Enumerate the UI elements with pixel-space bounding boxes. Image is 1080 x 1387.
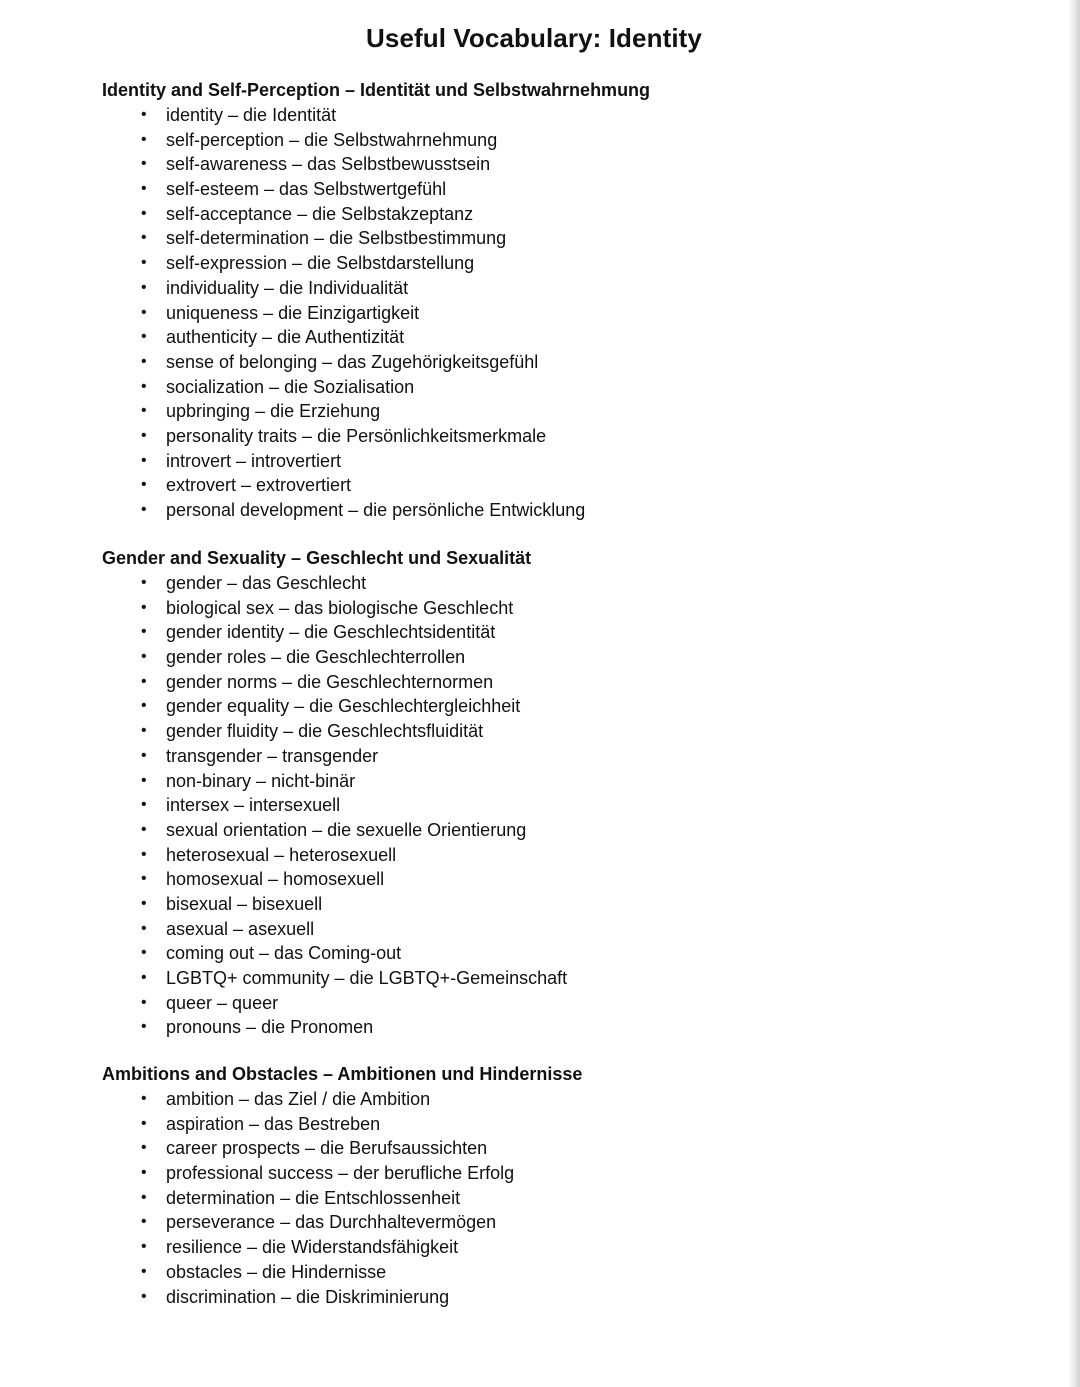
vocab-item (141, 325, 585, 350)
vocab-item (141, 226, 585, 251)
bullet-icon: • (141, 352, 147, 370)
vocab-item-text: gender fluidity – die Geschlechtsfluidität (166, 721, 484, 742)
bullet-icon: • (141, 894, 147, 912)
vocab-item (141, 769, 567, 794)
bullet-icon: • (141, 820, 147, 838)
vocab-item (141, 991, 567, 1016)
bullet-icon: • (141, 796, 147, 814)
vocab-item (141, 670, 567, 695)
bullet-icon: • (141, 672, 147, 690)
vocab-item-text: gender – das Geschlecht (166, 573, 367, 593)
bullet-icon: • (141, 155, 147, 173)
bullet-icon: • (141, 598, 147, 616)
vocab-item-text: uniqueness – die Einzigartigkeit (166, 302, 420, 323)
vocab-item (141, 818, 567, 843)
bullet-icon: • (141, 845, 147, 863)
vocab-item (141, 966, 568, 991)
bullet-icon: • (141, 1213, 147, 1231)
vocab-item-text: introvert – introvertiert (166, 450, 342, 471)
page-title: Useful Vocabulary: Identity (366, 23, 702, 53)
vocab-item (141, 917, 567, 942)
vocab-item (141, 177, 585, 202)
vocab-item (141, 1186, 514, 1211)
vocab-item-text: transgender – transgender (166, 745, 379, 766)
bullet-icon: • (141, 919, 147, 937)
vocab-item-text: resilience – die Widerstandsfähigkeit (166, 1237, 459, 1258)
vocab-item-text: pronouns – die Pronomen (166, 1017, 374, 1038)
vocab-item (141, 793, 567, 818)
section-heading-gender: Gender and Sexuality – Geschlecht und Sexualität (102, 548, 532, 568)
vocab-item-text: gender norms – die Geschlechternormen (166, 671, 494, 692)
bullet-icon: • (141, 1287, 147, 1305)
vocab-item-text: heterosexual – heterosexuell (166, 844, 397, 865)
bullet-icon: • (141, 426, 147, 444)
vocab-item (141, 128, 585, 153)
vocab-item (141, 1015, 567, 1040)
vocab-item-text: asexual – asexuell (166, 918, 315, 939)
vocab-item (141, 571, 567, 596)
vocab-item-text: LGBTQ+ community – die LGBTQ+-Gemeinschaft (166, 968, 568, 988)
vocab-item (141, 1161, 515, 1186)
vocab-item-text: obstacles – die Hindernisse (166, 1261, 387, 1282)
bullet-icon: • (141, 648, 147, 666)
vocab-item (141, 1112, 514, 1137)
bullet-icon: • (141, 944, 147, 962)
bullet-icon: • (141, 204, 147, 222)
bullet-icon: • (141, 254, 147, 272)
bullet-icon: • (141, 1188, 147, 1206)
vocab-item-text: professional success – der berufliche Erfolg (166, 1163, 515, 1184)
vocab-item-text: determination – die Entschlossenheit (166, 1187, 461, 1208)
vocab-item-text: personality traits – die Persönlichkeitsmerkmale (166, 425, 547, 446)
vocab-item (141, 1260, 514, 1285)
vocab-item-text: self-acceptance – die Selbstakzeptanz (166, 203, 474, 224)
vocab-item (141, 449, 585, 474)
bullet-icon: • (141, 1262, 147, 1280)
bullet-icon: • (141, 130, 147, 148)
vocab-item (141, 301, 585, 326)
section-heading-identity: Identity and Self-Perception – Identität und Selbstwahrnehmung (102, 80, 651, 100)
bullet-icon: • (141, 1238, 147, 1256)
bullet-icon: • (141, 451, 147, 469)
vocab-item (141, 473, 585, 498)
bullet-icon: • (141, 180, 147, 198)
section-heading-ambitions: Ambitions and Obstacles – Ambitionen und Hindernisse (102, 1064, 583, 1084)
vocab-item (141, 350, 585, 375)
vocab-item-text: coming out – das Coming-out (166, 943, 402, 964)
vocab-item (141, 276, 585, 301)
vocab-item-text: discrimination – die Diskriminierung (166, 1286, 450, 1307)
vocab-item (141, 251, 585, 276)
vocab-list-gender (141, 571, 568, 1040)
bullet-icon: • (141, 697, 147, 715)
vocab-item (141, 620, 567, 645)
vocab-item-text: non-binary – nicht-binär (166, 770, 356, 791)
bullet-icon: • (141, 303, 147, 321)
vocab-item-text: aspiration – das Bestreben (166, 1113, 381, 1134)
vocab-item (141, 645, 567, 670)
bullet-icon: • (141, 969, 147, 986)
bullet-icon: • (141, 993, 147, 1011)
vocab-item-text: homosexual – homosexuell (166, 869, 385, 890)
vocab-item-text: identity – die Identität (166, 105, 337, 125)
bullet-icon: • (141, 574, 147, 591)
bullet-icon: • (141, 377, 147, 395)
bullet-icon: • (141, 1164, 147, 1182)
vocab-item-text: sense of belonging – das Zugehörigkeitsgefühl (166, 351, 539, 372)
bullet-icon: • (141, 402, 147, 420)
vocab-item-text: gender roles – die Geschlechterrollen (166, 647, 466, 668)
bullet-icon: • (141, 1018, 147, 1036)
vocab-item-text: self-esteem – das Selbstwertgefühl (166, 179, 447, 200)
vocab-item (141, 1136, 514, 1161)
bullet-icon: • (141, 501, 147, 518)
vocab-item (141, 202, 585, 227)
bullet-icon: • (141, 1090, 147, 1107)
vocab-item-text: biological sex – das biologische Geschlecht (166, 597, 514, 618)
vocab-item-text: socialization – die Sozialisation (166, 376, 415, 397)
vocab-item-text: individuality – die Individualität (166, 277, 409, 298)
vocab-item-text: personal development – die persönliche Entwicklung (166, 500, 586, 520)
vocab-item (141, 1210, 514, 1235)
vocab-item (141, 498, 586, 523)
vocab-item (141, 1285, 514, 1310)
vocab-item (141, 694, 567, 719)
page-edge-shadow (1068, 0, 1080, 1387)
vocab-item-text: queer – queer (166, 992, 279, 1013)
bullet-icon: • (141, 328, 147, 346)
bullet-icon: • (141, 1114, 147, 1132)
vocab-item (141, 152, 585, 177)
bullet-icon: • (141, 870, 147, 888)
vocab-item-text: extrovert – extrovertiert (166, 475, 352, 496)
vocab-item-text: gender equality – die Geschlechtergleichheit (166, 696, 521, 717)
bullet-icon: • (141, 476, 147, 494)
vocab-item (141, 744, 567, 769)
vocab-item-text: intersex – intersexuell (166, 795, 341, 816)
vocab-item (141, 1235, 514, 1260)
vocab-item-text: gender identity – die Geschlechtsidentität (166, 622, 496, 643)
vocab-item-text: bisexual – bisexuell (166, 893, 323, 914)
vocab-item (141, 399, 585, 424)
vocab-item (141, 1087, 514, 1112)
vocab-item (141, 375, 585, 400)
vocab-item-text: career prospects – die Berufsaussichten (166, 1138, 488, 1159)
vocab-item-text: upbringing – die Erziehung (166, 401, 381, 422)
vocab-item-text: sexual orientation – die sexuelle Orientierung (166, 819, 527, 840)
bullet-icon: • (141, 278, 147, 296)
vocab-item (141, 103, 585, 128)
vocab-list-identity (141, 103, 586, 523)
vocab-item (141, 843, 567, 868)
vocab-item-text: authenticity – die Authentizität (166, 327, 405, 348)
bullet-icon: • (141, 623, 147, 641)
vocab-item (141, 941, 567, 966)
vocab-item-text: perseverance – das Durchhaltevermögen (166, 1212, 497, 1233)
vocab-item (141, 424, 585, 449)
vocab-item (141, 892, 567, 917)
vocab-item-text: self-determination – die Selbstbestimmung (166, 228, 507, 249)
bullet-icon: • (141, 771, 147, 789)
vocab-item (141, 867, 567, 892)
vocab-item (141, 719, 567, 744)
vocab-item-text: self-awareness – das Selbstbewusstsein (166, 154, 491, 175)
vocab-item-text: self-perception – die Selbstwahrnehmung (166, 129, 498, 150)
vocab-item-text: ambition – das Ziel / die Ambition (166, 1089, 431, 1109)
bullet-icon: • (141, 722, 147, 740)
bullet-icon: • (141, 106, 147, 123)
bullet-icon: • (141, 746, 147, 764)
vocab-item (141, 596, 567, 621)
vocab-item-text: self-expression – die Selbstdarstellung (166, 253, 475, 274)
bullet-icon: • (141, 1139, 147, 1157)
bullet-icon: • (141, 229, 147, 247)
vocab-list-ambitions (141, 1087, 515, 1309)
